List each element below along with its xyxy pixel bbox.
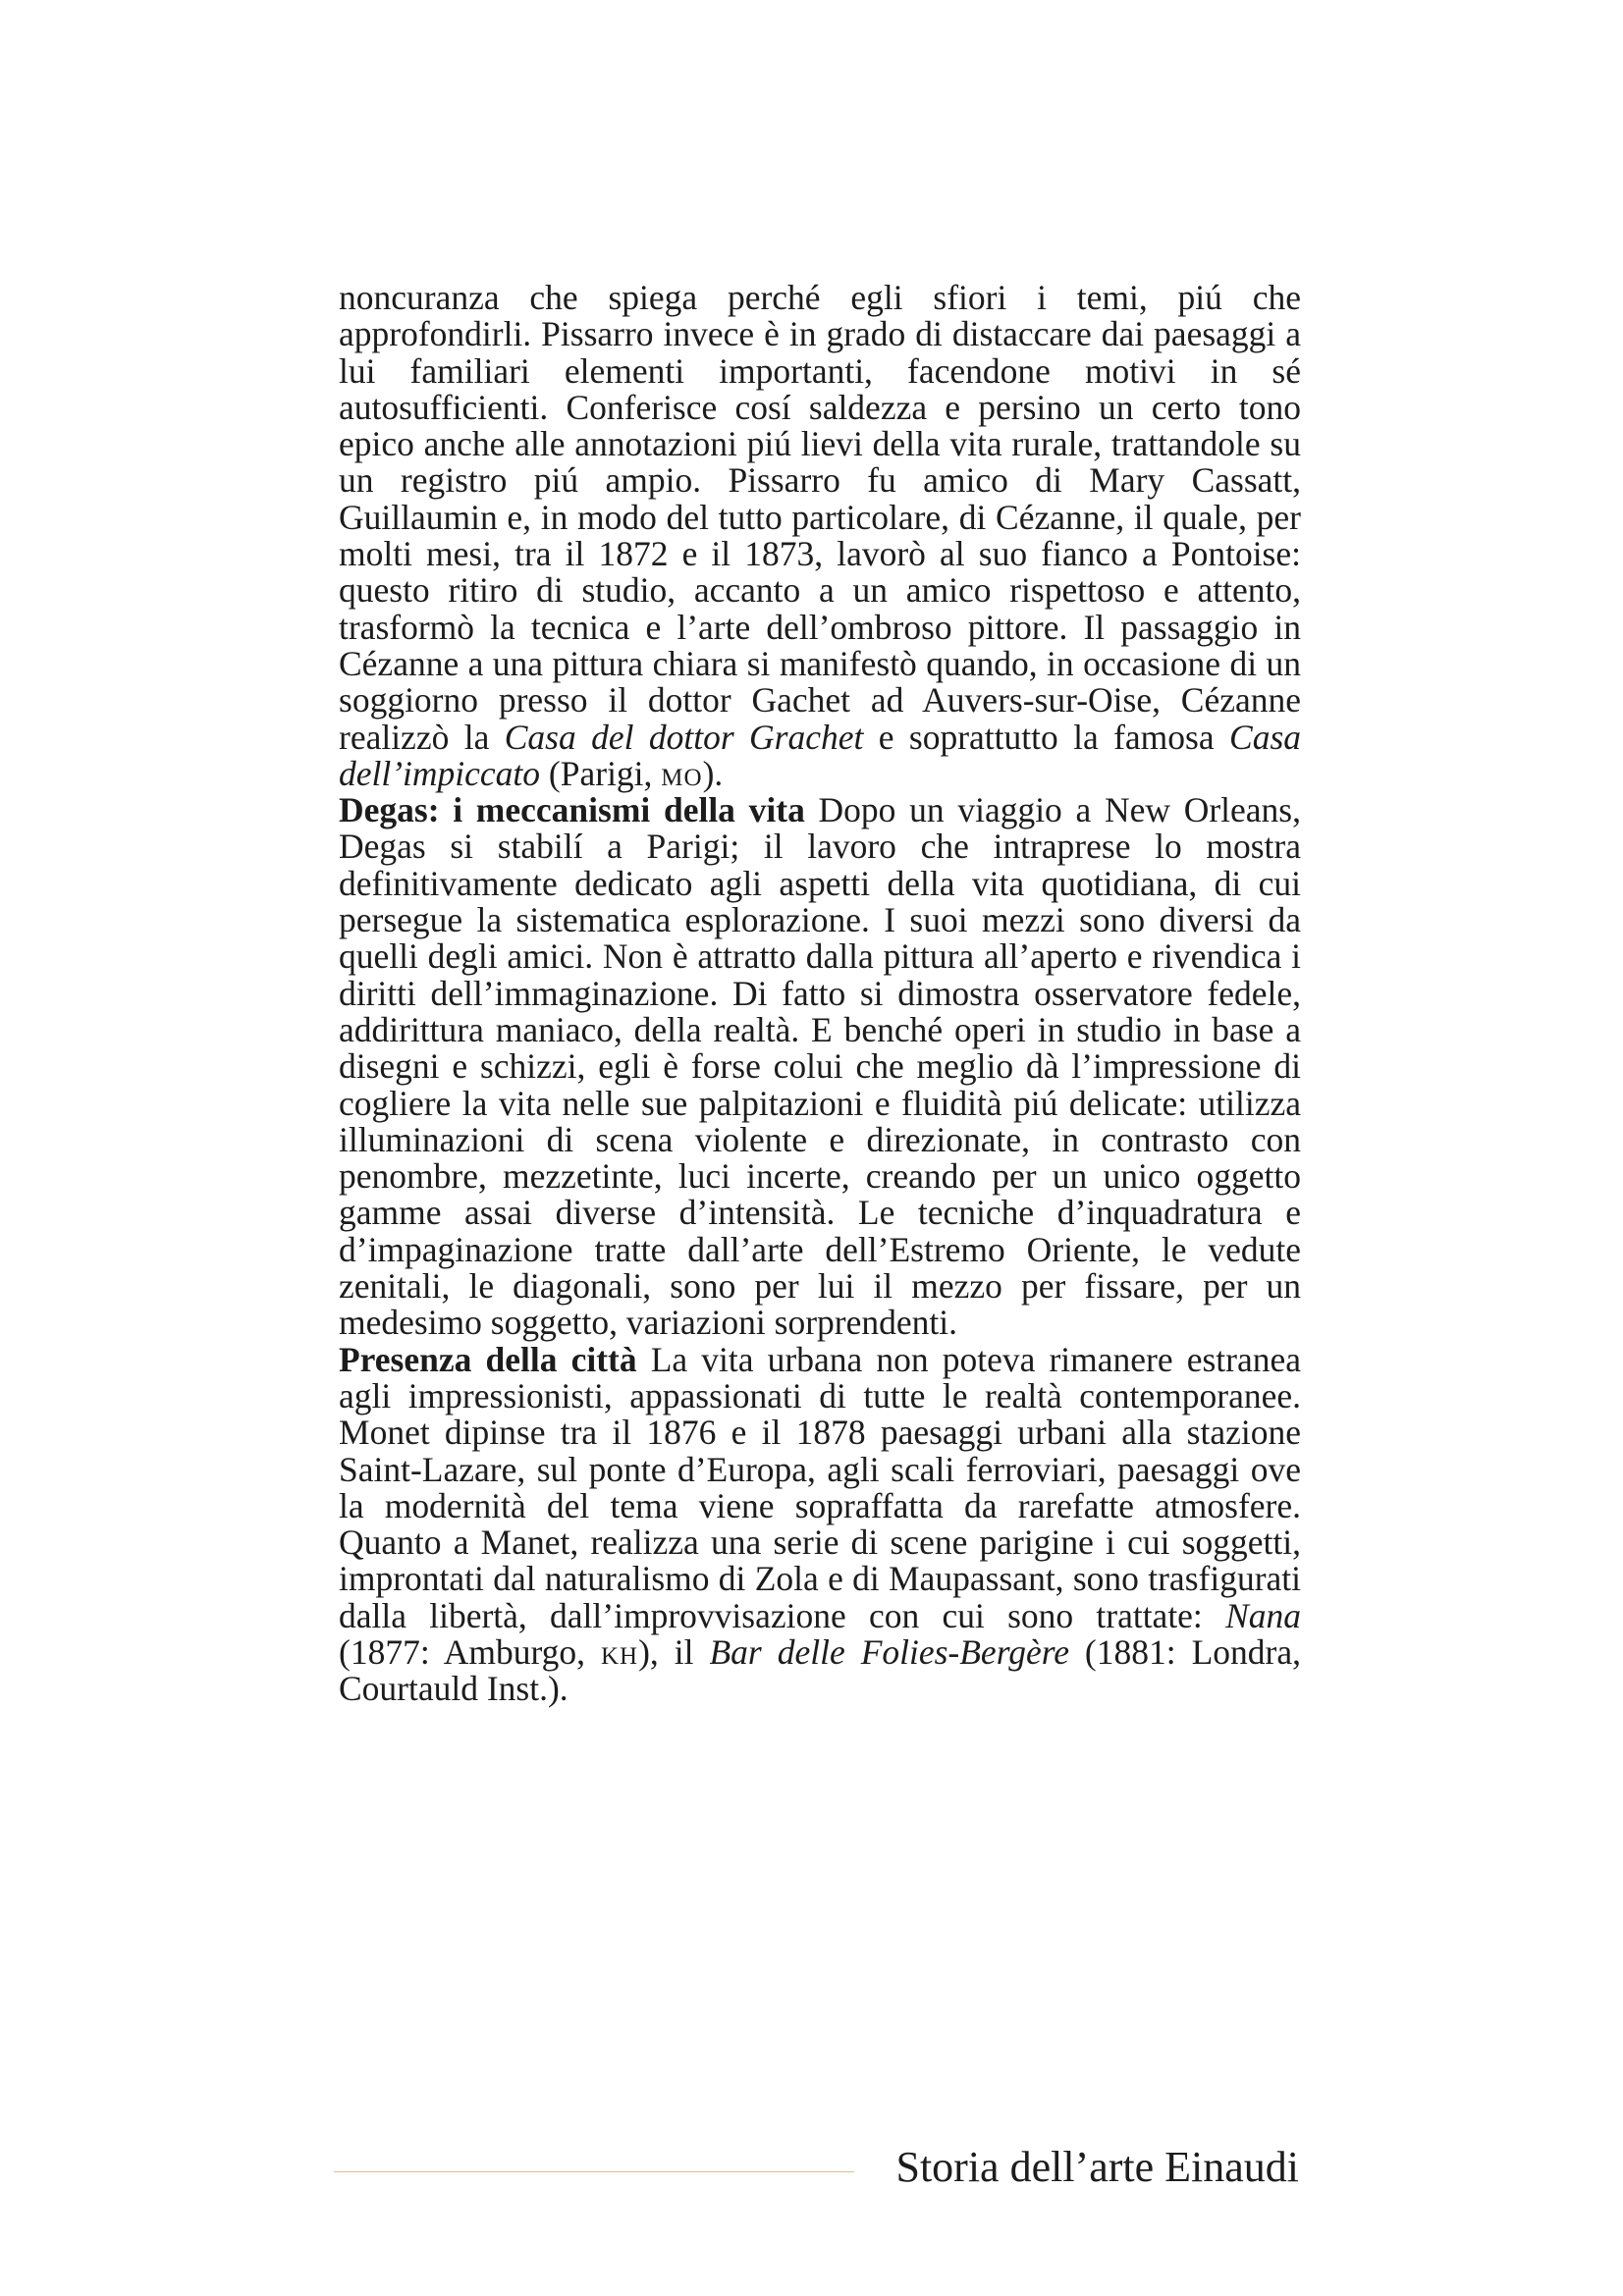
artwork-title: Casa del dottor Grachet	[504, 717, 864, 757]
museum-abbreviation: kh	[601, 1631, 639, 1672]
body-text	[339, 280, 1301, 1708]
paragraph-text: Dopo un viaggio a New Orleans, Degas si stabilí a Parigi; il lavoro che intraprese lo mostra definitivamente dedicato agli aspetti della vita quotidiana, di cui persegue la sistematica esplorazione. I suoi mezzi sono diversi da quelli degli amici. Non è attratto dalla pittura all’aperto e rivendica i diritti dell’immaginazione. Di fatto si dimostra osservatore fedele, addirittura maniaco, della realtà. E benché operi in studio in base a disegni e schizzi, egli è forse colui che meglio dà l’impressione di cogliere la vita nelle sue palpitazioni e fluidità piú delicate: utilizza illuminazioni di scena violente e direzionate, in contrasto con penombre, mezzetinte, luci incerte, creando per un unico oggetto gamme assai diverse d’intensità. Le tecniche d’inquadratura e d’impaginazione tratte dall’arte dell’Estremo Oriente, le vedute zenitali, le diagonali, sono per lui il mezzo per fissare, per un medesimo soggetto, variazioni sorprendenti.	[339, 790, 1301, 1343]
paragraph-pissarro	[339, 280, 1301, 792]
artwork-title: Bar delle Folies-Bergère	[709, 1631, 1069, 1672]
paragraph-text: noncuranza che spiega perché egli sfiori i temi, piú che approfondirli. Pissarro invece è in grado di distaccare dai paesaggi a lui familiari elementi importanti, facendone motivi in sé autosufficienti. Conferisce cosí saldezza e persino un certo tono epico anche alle annotazioni piú lievi della vita rurale, trattandole su un registro piú ampio. Pissarro fu amico di Mary Cassatt, Guillaumin e, in modo del tutto particolare, di Cézanne, il quale, per molti mesi, tra il 1872 e il 1873, lavorò al suo fianco a Pontoise: questo ritiro di studio, accanto a un amico rispettoso e attento, trasformò la tecnica e l’arte dell’ombroso pittore. Il passaggio in Cézanne a una pittura chiara si manifestò quando, in occasione di un soggiorno presso il dottor Gachet ad Auvers-sur-Oise, Cézanne realizzò la	[339, 278, 1301, 757]
paragraph-text: ).	[702, 753, 724, 793]
paragraph-text: ), il	[638, 1631, 710, 1672]
museum-abbreviation: mo	[661, 753, 703, 793]
paragraph-text: e soprattutto la famosa	[863, 717, 1230, 757]
artwork-title: Nana	[1225, 1595, 1301, 1635]
paragraph-degas	[339, 792, 1301, 1341]
footer-rule	[334, 2171, 854, 2172]
paragraph-text: (1877: Amburgo,	[339, 1631, 601, 1672]
paragraph-text: La vita urbana non poteva rimanere estranea agli impressionisti, appassionati di tutte le realtà contemporanee. Monet dipinse tra il 1876 e il 1878 paesaggi urbani alla stazione Saint-Lazare, sul ponte d’Europa, agli scali ferroviari, paesaggi ove la modernità del tema viene sopraffatta da rarefatte atmosfere. Quanto a Manet, realizza una serie di scene parigine i cui soggetti, improntati dal naturalismo di Zola e di Maupassant, sono trasfigurati dalla libertà, dall’improvvisazione con cui sono trattate:	[339, 1339, 1301, 1635]
paragraph-citta	[339, 1339, 1301, 1709]
paragraph-text: (1881: Londra, Courtauld Inst.).	[339, 1631, 1301, 1709]
section-heading: Presenza della città	[339, 1339, 637, 1379]
section-heading: Degas: i meccanismi della vita	[339, 790, 805, 830]
artwork-title: Casa dell’impiccato	[339, 717, 1302, 793]
footer-title: Storia dell’arte Einaudi	[895, 2143, 1299, 2191]
paragraph-text: (Parigi,	[540, 753, 662, 793]
